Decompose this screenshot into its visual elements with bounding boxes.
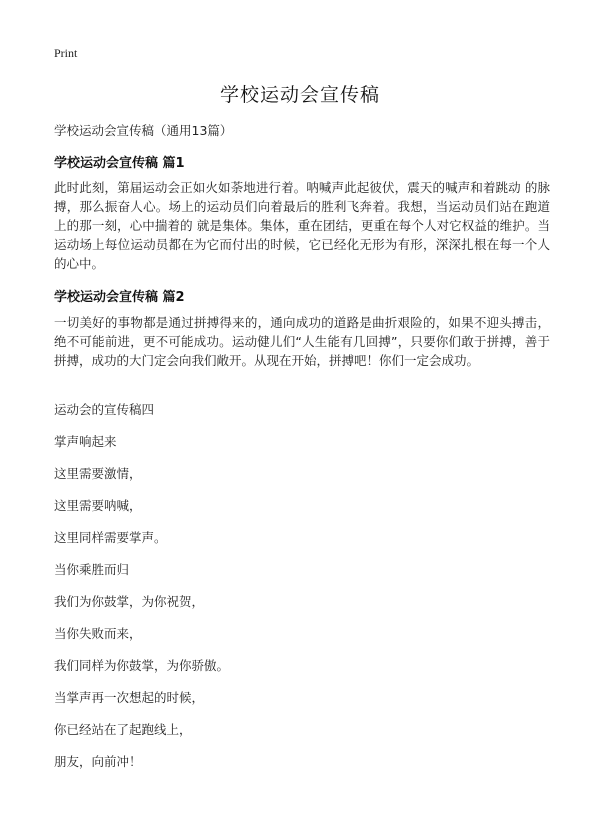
poem-line: 我们为你鼓掌，为你祝贺， bbox=[54, 594, 205, 609]
poem-line: 当掌声再一次想起的时候， bbox=[54, 690, 205, 705]
print-label: Print bbox=[54, 46, 78, 60]
poem-line: 你已经站在了起跑线上， bbox=[54, 722, 192, 737]
poem-line: 我们同样为你鼓掌，为你骄傲。 bbox=[54, 658, 230, 673]
poem-line: 掌声响起来 bbox=[54, 434, 117, 449]
section-body-1: 此时此刻，第届运动会正如火如荼地进行着。呐喊声此起彼伏，震天的喊声和着跳动 的脉搏，那么振奋人心。场上的运动员们向着最后的胜利飞奔着。我想，当运动员们站在跑道上的那一刻，心中揣着的 就是集体。集体，重在团结，更重在每个人对它权益的维护。当运动场上每位运动员都在为它而付出的时候，它已经化无形为有形，深深扎根在每一个人的心中。 bbox=[54, 180, 550, 271]
poem-line: 这里需要呐喊， bbox=[54, 498, 142, 513]
document-subtitle: 学校运动会宣传稿（通用13篇） bbox=[54, 123, 233, 138]
section-heading-2: 学校运动会宣传稿 篇2 bbox=[54, 290, 185, 305]
poem-line: 朋友，向前冲！ bbox=[54, 754, 142, 769]
section-body-2: 一切美好的事物都是通过拼搏得来的，通向成功的道路是曲折艰险的，如果不迎头搏击，绝不可能前进，更不可能成功。运动健儿们“人生能有几回搏”，只要你们敢于拼搏，善于拼搏，成功的大门定会向我们敞开。从现在开始，拼搏吧！你们一定会成功。 bbox=[54, 315, 550, 368]
poem-title: 运动会的宣传稿四 bbox=[54, 402, 155, 417]
poem-line: 这里需要激情， bbox=[54, 466, 142, 481]
page-title: 学校运动会宣传稿 bbox=[219, 84, 380, 106]
poem-line: 这里同样需要掌声。 bbox=[54, 530, 167, 545]
section-heading-1: 学校运动会宣传稿 篇1 bbox=[54, 156, 185, 171]
poem-line: 当你乘胜而归 bbox=[54, 562, 130, 577]
poem-line: 当你失败而来， bbox=[54, 626, 142, 641]
